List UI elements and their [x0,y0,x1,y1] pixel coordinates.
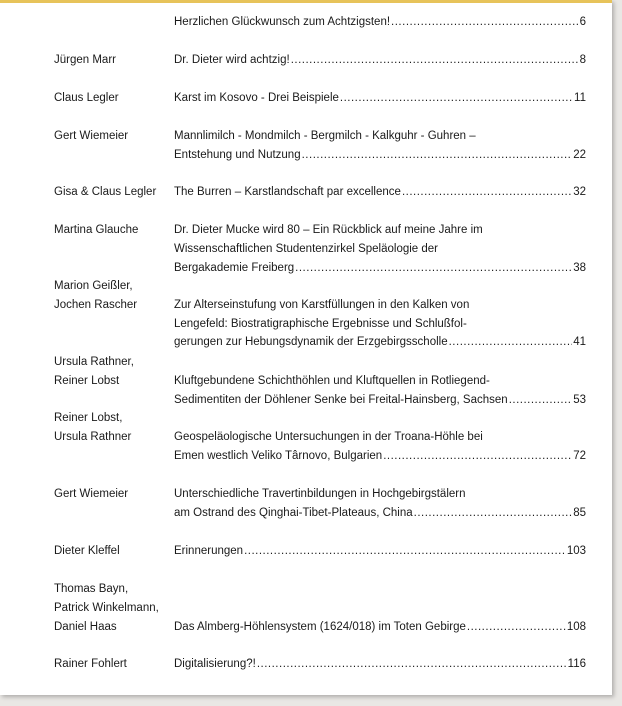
entry-authors [54,409,170,447]
page-number: 38 [573,261,586,274]
title-line: gerungen zur Hebungsdynamik der Erzgebirgsscholle [174,336,448,349]
author-name: Marion Geißler, [54,280,133,292]
author-name: Patrick Winkelmann, [54,601,159,614]
author-name: Gert Wiemeier [54,488,129,500]
dot-leader [244,542,566,561]
author-name: Claus Legler [54,92,119,104]
author-name: Rainer Fohlert [54,658,127,670]
entry-authors [54,655,170,674]
entry-authors [54,89,170,108]
entry-title [174,89,586,108]
title-line: Geospeläologische Untersuchungen in der Troana-Höhle bei [174,430,483,443]
dot-leader [340,89,573,108]
dot-leader [295,259,572,278]
page-number: 41 [573,336,586,349]
author-name: Jürgen Marr [54,54,116,66]
entry-authors [54,277,170,315]
page-number: 116 [567,658,586,670]
title-line: Emen westlich Veliko Târnovo, Bulgarien [174,449,383,462]
entry-title [174,296,586,352]
entry-authors [54,221,170,240]
title-line: Bergakademie Freiberg [174,261,295,274]
title-line: Mannlimilch - Mondmilch - Bergmilch - Kalkguhr - Guhren – [174,130,476,142]
title-line: Karst im Kosovo - Drei Beispiele [174,92,339,104]
author-name: Dieter Kleffel [54,545,120,557]
entry-authors [54,580,170,636]
page-number: 108 [566,620,586,633]
author-name: Ursula Rathner, [54,356,134,368]
entry-authors [54,542,170,561]
title-line: Herzlichen Glückwunsch zum Achtzigsten! [174,16,391,28]
dot-leader [383,447,572,466]
dot-leader [414,504,573,523]
author-name: Jochen Rascher [54,298,138,311]
title-line: Dr. Dieter Mucke wird 80 – Ein Rückblick auf meine Jahre im [174,224,483,236]
author-name: Gisa & Claus Legler [54,186,157,198]
title-line: am Ostrand des Qinghai-Tibet-Plateaus, China [174,506,413,519]
entry-title [174,485,586,523]
title-line: Digitalisierung?! [174,658,256,670]
dot-leader [257,655,567,674]
entry-authors [54,51,170,70]
page-number: 85 [573,506,586,519]
entry-title [174,51,586,70]
entry-title [174,655,586,674]
page-number: 11 [574,92,586,104]
title-line: Unterschiedliche Travertinbildungen in Hochgebirgstälern [174,488,466,500]
title-line: Dr. Dieter wird achtzig! [174,54,290,66]
entry-title [174,183,586,202]
title-line: Erinnerungen [174,545,244,557]
page-number: 103 [566,545,586,557]
author-name: Reiner Lobst [54,374,120,387]
dot-leader [302,146,573,165]
dot-leader [291,51,579,70]
page-number: 53 [573,393,586,406]
title-line: Wissenschaftlichen Studentenzirkel Speläologie der [174,242,439,255]
title-line: Entstehung und Nutzung [174,148,301,161]
title-line: Das Almberg-Höhlensystem (1624/018) im Toten Gebirge [174,620,466,633]
entry-authors [54,183,170,202]
dot-leader [391,13,579,32]
page-number: 22 [573,148,586,161]
entry-title [174,542,586,561]
author-name: Thomas Bayn, [54,583,129,595]
dot-leader [467,618,566,637]
dot-leader [509,391,573,410]
entry-title [174,618,586,637]
page-number: 32 [573,186,586,198]
entry-title [174,127,586,165]
entry-title [174,372,586,410]
author-name: Ursula Rathner [54,430,132,443]
dot-leader [449,333,573,352]
dot-leader [402,183,572,202]
title-line: Lengefeld: Biostratigraphische Ergebnisse und Schlußfol- [174,317,467,330]
page-number: 8 [579,54,586,66]
author-name: Martina Glauche [54,224,139,236]
entry-title [174,428,586,466]
entry-authors [54,127,170,146]
entry-title [174,13,586,32]
author-name: Reiner Lobst, [54,412,123,424]
author-name: Daniel Haas [54,620,117,633]
page-number: 6 [579,16,586,28]
entry-authors [54,353,170,391]
title-line: Sedimentiten der Döhlener Senke bei Freital-Hainsberg, Sachsen [174,393,508,406]
page-number: 72 [573,449,586,462]
entry-title [174,221,586,277]
author-name: Gert Wiemeier [54,130,129,142]
title-line: Zur Alterseinstufung von Karstfüllungen in den Kalken von [174,298,470,311]
title-line: Kluftgebundene Schichthöhlen und Kluftquellen in Rotliegend- [174,374,490,387]
title-line: The Burren – Karstlandschaft par excellence [174,186,401,198]
entry-authors [54,485,170,504]
